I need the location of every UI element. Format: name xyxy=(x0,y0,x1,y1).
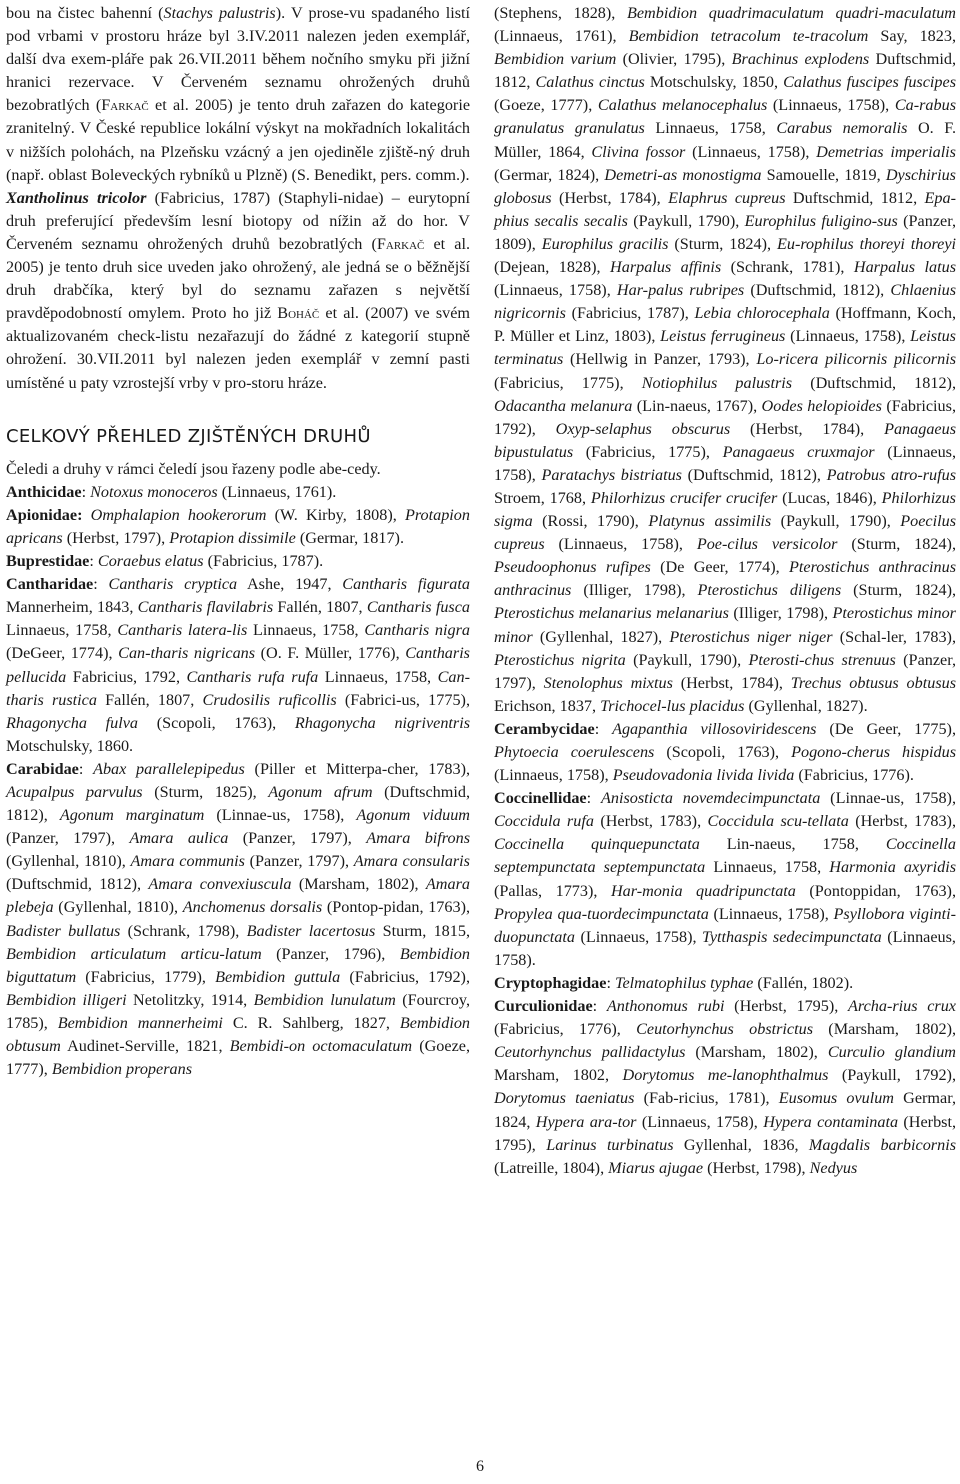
family-cryptophagidae: Cryptophagidae: Telmatophilus typhae (Fallén, 1802). xyxy=(494,973,854,992)
family-apionidae: Apionidae: Omphalapion hookerorum (W. Kirby, 1808), Protapion apricans (Herbst, 1797), Protapion dissimile (Germar, 1817). xyxy=(6,505,470,547)
family-cantharidae: Cantharidae: Cantharis cryptica Ashe, 1947, Cantharis figurata Mannerheim, 1843, Cantharis flavilabris Fallén, 1807, Cantharis fusca Linnaeus, 1758, Cantharis latera-lis Linnaeus, 1758, Cantharis nigra (DeGeer, 1774), Can-tharis nigricans (O. F. Müller, 1776), Cantharis pellucida Fabricius, 1792, Cantharis rufa rufa Linnaeus, 1758, Can-tharis rustica Fallén, 1807, Crudosilis ruficollis (Fabrici-us, 1775), Rhagonycha fulva (Scopoli, 1763), Rhagonycha nigriventris Motschulsky, 1860. xyxy=(6,575,471,755)
intro-paragraph: Čeledi a druhy v rámci čeledí jsou řazeny podle abe-cedy. xyxy=(6,459,381,478)
family-anthicidae: Anthicidae: Notoxus monoceros (Linnaeus, 1761). xyxy=(6,482,337,501)
family-buprestidae: Buprestidae: Coraebus elatus (Fabricius, 1787). xyxy=(6,552,324,571)
left-column xyxy=(6,2,470,1081)
family-cerambycidae: Cerambycidae: Agapanthia villosoviridescens (De Geer, 1775), Phytoecia coerulescens (Scopoli, 1763), Pogono-cherus hispidus (Linnaeus, 1758), Pseudovadonia livida livida (Fabricius, 1776). xyxy=(494,719,956,785)
family-coccinellidae: Coccinellidae: Anisosticta novemdecimpunctata (Linnae-us, 1758), Coccidula rufa (Herbst, 1783), Coccidula scu-tellata (Herbst, 1783), Coccinella quinquepunctata Lin-naeus, 1758, Coccinella septempunctata septempunctata Linnaeus, 1758, Harmonia axyridis (Pallas, 1773), Har-monia quadripunctata (Pontoppidan, 1763), Propylea qua-tuordecimpunctata (Linnaeus, 1758), Psyllobora viginti-duopunctata (Linnaeus, 1758), Tytthaspis sedecimpunctata (Linnaeus, 1758). xyxy=(494,789,957,969)
page-number: 6 xyxy=(476,1458,484,1475)
right-column xyxy=(494,2,956,1180)
family-curculionidae: Curculionidae: Anthonomus rubi (Herbst, 1795), Archa-rius crux (Fabricius, 1776), Ceutorhynchus obstrictus (Marsham, 1802), Ceutorhynchus pallidactylus (Marsham, 1802), Curculio glandium Marsham, 1802, Dorytomus me-lanophthalmus (Paykull, 1792), Dorytomus taeniatus (Fab-ricius, 1781), Eusomus ovulum Germar, 1824, Hypera ara-tor (Linnaeus, 1758), Hypera contaminata (Herbst, 1795), Larinus turbinatus Gyllenhal, 1836, Magdalis barbicornis (Latreille, 1804), Miarus ajugae (Herbst, 1798), Nedyus xyxy=(494,997,957,1177)
family-carabidae-continued: (Stephens, 1828), Bembidion quadrimaculatum quadri-maculatum (Linnaeus, 1761), Bembidion tetracolum te-tracolum Say, 1823, Bembidion varium (Olivier, 1795), Brachinus explodens Duftschmid, 1812, Calathus cinctus Motschulsky, 1850, Calathus fuscipes fuscipes (Goeze, 1777), Calathus melanocephalus (Linnaeus, 1758), Ca-rabus granulatus granulatus Linnaeus, 1758, Carabus nemoralis O. F. Müller, 1864, Clivina fossor (Linnaeus, 1758), Demetrias imperialis (Germar, 1824), Demetri-as monostigma Samouelle, 1819, Dyschirius globosus (Herbst, 1784), Elaphrus cupreus Duftschmid, 1812, Epa-phius secalis secalis (Paykull, 1790), Europhilus fuligino-sus (Panzer, 1809), Europhilus gracilis (Sturm, 1824), Eu-rophilus thoreyi thoreyi (Dejean, 1828), Harpalus affinis (Schrank, 1781), Harpalus latus (Linnaeus, 1758), Har-palus rubripes (Duftschmid, 1812), Chlaenius nigricornis (Fabricius, 1787), Lebia chlorocephala (Hoffmann, Koch, P. Müller et Linz, 1803), Leistus ferrugineus (Linnaeus, 1758), Leistus terminatus (Hellwig in Panzer, 1793), Lo-ricera pilicornis pilicornis (Fabricius, 1775), Notiophilus palustris (Duftschmid, 1812), Odacantha melanura (Lin-naeus, 1767), Oodes helopioides (Fabricius, 1792), Oxyp-selaphus obscurus (Herbst, 1784), Panagaeus bipustulatus (Fabricius, 1775), Panagaeus cruxmajor (Linnaeus, 1758), Paratachys bistriatus (Duftschmid, 1812), Patrobus atro-rufus Stroem, 1768, Philorhizus crucifer crucifer (Lucas, 1846), Philorhizus sigma (Rossi, 1790), Platynus assimilis (Paykull, 1790), Poecilus cupreus (Linnaeus, 1758), Poe-cilus versicolor (Sturm, 1824), Pseudoophonus rufipes (De Geer, 1774), Pterostichus anthracinus anthracinus (Illiger, 1798), Pterostichus diligens (Sturm, 1824), Pterostichus melanarius melanarius (Illiger, 1798), Pterostichus minor minor (Gyllenhal, 1827), Pterostichus niger niger (Schal-ler, 1783), Pterostichus nigrita (Paykull, 1790), Pterosti-chus strenuus (Panzer, 1797), Stenolophus mixtus (Herbst, 1784), Trechus obtusus obtusus Erichson, 1837, Trichocel-lus placidus (Gyllenhal, 1827). xyxy=(494,4,957,715)
paragraph-xantholinus: Xantholinus tricolor (Fabricius, 1787) (Staphyli-nidae) – eurytopní druh preferující především lesní biotopy od nížin až do hor. V Červeném seznamu ohrožených druhů bezobratlých (Farkač et al. 2005) je tento druh sice uveden jako ohrožený, ale jedná se o běžnější druh drabčíka, který byl do seznamu zařazen s největší pravděpodobností omylem. Proto ho již Boháč et al. (2007) ve svém aktualizovaném check-listu nezařazují do žádné z kategorií stupně ohrožení. 30.VII.2011 byl nalezen jeden exemplář v zemní pasti umístěné u paty vzrostejší vrby v pro-storu hráze. xyxy=(6,188,470,392)
family-carabidae: Carabidae: Abax parallelepipedus (Piller et Mitterpa-cher, 1783), Acupalpus parvulus (Sturm, 1825), Agonum afrum (Duftschmid, 1812), Agonum marginatum (Linnae-us, 1758), Agonum viduum (Panzer, 1797), Amara aulica (Panzer, 1797), Amara bifrons (Gyllenhal, 1810), Amara communis (Panzer, 1797), Amara consularis (Duftschmid, 1812), Amara convexiuscula (Marsham, 1802), Amara plebeja (Gyllenhal, 1810), Anchomenus dorsalis (Pontop-pidan, 1763), Badister bullatus (Schrank, 1798), Badister lacertosus Sturm, 1815, Bembidion articulatum articu-latum (Panzer, 1796), Bembidion biguttatum (Fabricius, 1779), Bembidion guttula (Fabricius, 1792), Bembidion illigeri Netolitzky, 1914, Bembidion lunulatum (Fourcroy, 1785), Bembidion mannerheimi C. R. Sahlberg, 1827, Bembidion obtusum Audinet-Serville, 1821, Bembidi-on octomaculatum (Goeze, 1777), Bembidion properans xyxy=(6,759,471,1079)
section-heading: CELKOVÝ PŘEHLED ZJIŠTĚNÝCH DRUHŮ xyxy=(6,425,371,447)
paragraph-stachys: bou na čistec bahenní (Stachys palustris). V prose-vu spadaného listí pod vrbami v prostoru hráze byl 3.IV.2011 nalezen jeden exemplář, další dva exem-pláře pak 26.VII.2011 během nočního smyku při jižní hranici rezervace. V Červeném seznamu ohrožených druhů bezobratlých (Farkač et al. 2005) je tento druh zařazen do kategorie zranitelný. V České republice lokální výskyt na mokřadních lokalitách v nižších polohách, na Plzeňsku vzácný a jen ojediněle zjiště-ný druh (např. oblast Boleveckých rybníků u Plzně) (S. Benedikt, pers. comm.). xyxy=(6,4,471,184)
